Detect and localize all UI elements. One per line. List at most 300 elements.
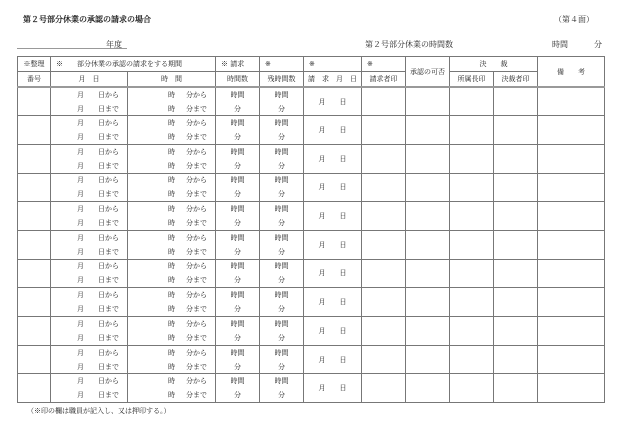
approval-cell[interactable] — [406, 144, 450, 173]
row-text: 分から — [186, 291, 207, 300]
row-text: 時 — [168, 190, 175, 199]
approval-cell[interactable] — [406, 288, 450, 317]
row-text: 分 — [234, 333, 241, 342]
remain-cell[interactable] — [260, 288, 304, 317]
row-text: 時 — [168, 333, 175, 342]
row-text: 時 — [168, 247, 175, 256]
time-cell[interactable] — [128, 259, 216, 288]
approver-seal-cell[interactable] — [494, 116, 538, 145]
row-text: 月 — [318, 298, 326, 307]
table-row — [18, 116, 605, 145]
requester-seal-cell[interactable] — [362, 230, 406, 259]
req-hours-cell[interactable] — [216, 116, 260, 145]
req-hours-cell[interactable] — [216, 230, 260, 259]
date-cell[interactable] — [51, 259, 128, 288]
header-req-hours: 時間数 — [216, 72, 260, 88]
req-date-cell[interactable] — [304, 173, 362, 202]
req-date-cell[interactable] — [304, 144, 362, 173]
row-text: 月 — [318, 97, 326, 106]
row-text: 分 — [234, 190, 241, 199]
row-text: 時間 — [230, 119, 245, 128]
header-seiri: ※整理 — [18, 57, 51, 72]
row-text: 分 — [234, 305, 241, 314]
row-text: 分から — [186, 262, 207, 271]
dept-head-seal-cell[interactable] — [450, 202, 494, 231]
approval-cell[interactable] — [406, 230, 450, 259]
req-date-cell[interactable] — [304, 374, 362, 403]
dept-head-seal-cell[interactable] — [450, 144, 494, 173]
req-hours-cell[interactable] — [216, 259, 260, 288]
header-month-day: 月 日 — [51, 72, 128, 88]
row-text: 日から — [98, 205, 119, 214]
row-text: 分まで — [186, 133, 207, 142]
row-text: 月 — [77, 119, 84, 128]
row-text: 分から — [186, 319, 207, 328]
time-cell[interactable] — [128, 230, 216, 259]
row-text: 時間 — [274, 262, 289, 271]
header-dept-head: 所属長印 — [450, 72, 494, 88]
time-cell[interactable] — [128, 345, 216, 374]
fiscal-year-label: 年度 — [106, 40, 122, 49]
row-text: 分まで — [186, 362, 207, 371]
row-text: 月 — [77, 291, 84, 300]
row-text: 月 — [318, 240, 326, 249]
req-date-cell[interactable] — [304, 87, 362, 116]
header-approval: 承認の可否 — [406, 57, 450, 88]
dept-head-seal-cell[interactable] — [450, 317, 494, 346]
requester-seal-cell[interactable] — [362, 116, 406, 145]
table-row — [18, 230, 605, 259]
row-text: 月 — [77, 247, 84, 256]
time-cell[interactable] — [128, 116, 216, 145]
header-requester: 請求者印 — [362, 72, 406, 88]
remarks-cell[interactable] — [538, 173, 605, 202]
seiri-cell[interactable] — [18, 288, 51, 317]
approval-cell[interactable] — [406, 345, 450, 374]
row-text: 分まで — [186, 391, 207, 400]
header-req-date: 請 求 月 日 — [304, 72, 362, 88]
row-text: 日から — [98, 119, 119, 128]
dept-head-seal-cell[interactable] — [450, 87, 494, 116]
row-text: 日から — [98, 262, 119, 271]
requester-seal-cell[interactable] — [362, 202, 406, 231]
remain-cell[interactable] — [260, 173, 304, 202]
row-text: 時間 — [274, 377, 289, 386]
row-text: 時 — [168, 205, 175, 214]
date-cell[interactable] — [51, 116, 128, 145]
requester-seal-cell[interactable] — [362, 374, 406, 403]
seiri-cell[interactable] — [18, 230, 51, 259]
remain-cell[interactable] — [260, 144, 304, 173]
requester-seal-cell[interactable] — [362, 173, 406, 202]
hours-unit: 時間 — [552, 40, 568, 49]
requester-seal-cell[interactable] — [362, 317, 406, 346]
row-text: 分 — [278, 391, 285, 400]
remain-cell[interactable] — [260, 116, 304, 145]
row-text: 時間 — [230, 90, 245, 99]
row-text: 分 — [278, 190, 285, 199]
approver-seal-cell[interactable] — [494, 144, 538, 173]
remarks-cell[interactable] — [538, 116, 605, 145]
row-text: 日 — [339, 326, 347, 335]
row-text: 時 — [168, 133, 175, 142]
table-row — [18, 317, 605, 346]
row-text: 時間 — [230, 205, 245, 214]
approval-cell[interactable] — [406, 116, 450, 145]
time-cell[interactable] — [128, 87, 216, 116]
date-cell[interactable] — [51, 288, 128, 317]
date-cell[interactable] — [51, 173, 128, 202]
row-text: 時 — [168, 104, 175, 113]
row-text: 日まで — [98, 333, 119, 342]
row-text: 時 — [168, 90, 175, 99]
header-remain: 残時間数 — [260, 72, 304, 88]
row-text: 月 — [77, 219, 84, 228]
time-cell[interactable] — [128, 317, 216, 346]
request-table — [17, 56, 605, 403]
requester-seal-cell[interactable] — [362, 345, 406, 374]
row-text: 日 — [339, 212, 347, 221]
row-text: 時間 — [274, 205, 289, 214]
row-text: 日まで — [98, 133, 119, 142]
row-text: 日まで — [98, 219, 119, 228]
header-mark: ※ — [260, 57, 304, 72]
remarks-cell[interactable] — [538, 317, 605, 346]
row-text: 月 — [77, 362, 84, 371]
approver-seal-cell[interactable] — [494, 288, 538, 317]
req-date-cell[interactable] — [304, 288, 362, 317]
row-text: 日まで — [98, 276, 119, 285]
req-hours-cell[interactable] — [216, 374, 260, 403]
row-text: 分 — [234, 247, 241, 256]
header-period: ※ 部分休業の承認の請求をする期間 — [51, 57, 216, 72]
seiri-cell[interactable] — [18, 345, 51, 374]
approval-cell[interactable] — [406, 173, 450, 202]
row-text: 時 — [168, 276, 175, 285]
dept-head-seal-cell[interactable] — [450, 116, 494, 145]
row-text: 月 — [77, 377, 84, 386]
time-cell[interactable] — [128, 288, 216, 317]
date-cell[interactable] — [51, 317, 128, 346]
table-row — [18, 259, 605, 288]
row-text: 分から — [186, 377, 207, 386]
row-text: 月 — [318, 183, 326, 192]
row-text: 時 — [168, 119, 175, 128]
header-approver: 決裁者印 — [494, 72, 538, 88]
row-text: 日から — [98, 291, 119, 300]
approval-cell[interactable] — [406, 259, 450, 288]
remain-cell[interactable] — [260, 230, 304, 259]
time-cell[interactable] — [128, 173, 216, 202]
row-text: 月 — [318, 355, 326, 364]
dept-head-seal-cell[interactable] — [450, 345, 494, 374]
row-text: 時間 — [274, 90, 289, 99]
remarks-cell[interactable] — [538, 144, 605, 173]
seiri-cell[interactable] — [18, 87, 51, 116]
row-text: 時間 — [230, 319, 245, 328]
dept-head-seal-cell[interactable] — [450, 230, 494, 259]
row-text: 分 — [278, 305, 285, 314]
row-text: 月 — [318, 326, 326, 335]
table-row — [18, 288, 605, 317]
table-row — [18, 173, 605, 202]
req-date-cell[interactable] — [304, 230, 362, 259]
row-text: 日から — [98, 90, 119, 99]
row-text: 分 — [278, 333, 285, 342]
requester-seal-cell[interactable] — [362, 144, 406, 173]
row-text: 時間 — [230, 262, 245, 271]
row-text: 時 — [168, 319, 175, 328]
row-text: 分 — [234, 133, 241, 142]
time-cell[interactable] — [128, 374, 216, 403]
header-mark: ※ — [304, 57, 362, 72]
approval-cell[interactable] — [406, 87, 450, 116]
approval-cell[interactable] — [406, 202, 450, 231]
row-text: 月 — [77, 133, 84, 142]
date-cell[interactable] — [51, 374, 128, 403]
seiri-cell[interactable] — [18, 317, 51, 346]
footnote: （※印の欄は職員が記入し、又は押印する。） — [27, 407, 171, 415]
row-text: 時 — [168, 391, 175, 400]
row-text: 月 — [77, 147, 84, 156]
seiri-cell[interactable] — [18, 173, 51, 202]
req-date-cell[interactable] — [304, 116, 362, 145]
row-text: 時間 — [230, 348, 245, 357]
header-req-mark: ※ 請求 — [216, 57, 260, 72]
seiri-cell[interactable] — [18, 259, 51, 288]
row-text: 時間 — [230, 291, 245, 300]
req-date-cell[interactable] — [304, 317, 362, 346]
remain-cell[interactable] — [260, 374, 304, 403]
page-number: （第４面） — [554, 15, 594, 24]
remain-cell[interactable] — [260, 202, 304, 231]
row-text: 月 — [77, 176, 84, 185]
row-text: 分から — [186, 233, 207, 242]
row-text: 日 — [339, 183, 347, 192]
date-cell[interactable] — [51, 144, 128, 173]
row-text: 分 — [278, 161, 285, 170]
approver-seal-cell[interactable] — [494, 202, 538, 231]
req-hours-cell[interactable] — [216, 345, 260, 374]
row-text: 時間 — [230, 233, 245, 242]
req-hours-cell[interactable] — [216, 87, 260, 116]
row-text: 時 — [168, 219, 175, 228]
row-text: 月 — [77, 190, 84, 199]
row-text: 分から — [186, 348, 207, 357]
approver-seal-cell[interactable] — [494, 374, 538, 403]
dept-head-seal-cell[interactable] — [450, 374, 494, 403]
approver-seal-cell[interactable] — [494, 173, 538, 202]
row-text: 月 — [77, 262, 84, 271]
time-cell[interactable] — [128, 144, 216, 173]
row-text: 日まで — [98, 247, 119, 256]
row-text: 時間 — [230, 147, 245, 156]
remarks-cell[interactable] — [538, 288, 605, 317]
req-hours-cell[interactable] — [216, 173, 260, 202]
row-text: 時 — [168, 262, 175, 271]
row-text: 月 — [77, 391, 84, 400]
row-text: 日 — [339, 240, 347, 249]
time-cell[interactable] — [128, 202, 216, 231]
approval-cell[interactable] — [406, 374, 450, 403]
row-text: 日 — [339, 298, 347, 307]
row-text: 時間 — [274, 233, 289, 242]
remarks-cell[interactable] — [538, 87, 605, 116]
row-text: 分から — [186, 119, 207, 128]
row-text: 分 — [278, 133, 285, 142]
row-text: 日 — [339, 384, 347, 393]
row-text: 日から — [98, 176, 119, 185]
table-row — [18, 87, 605, 116]
row-text: 時 — [168, 233, 175, 242]
row-text: 月 — [77, 205, 84, 214]
row-text: 時 — [168, 348, 175, 357]
row-text: 分 — [278, 219, 285, 228]
row-text: 月 — [318, 212, 326, 221]
row-text: 時間 — [274, 176, 289, 185]
req-date-cell[interactable] — [304, 202, 362, 231]
row-text: 時間 — [274, 348, 289, 357]
row-text: 月 — [318, 384, 326, 393]
row-text: 月 — [318, 269, 326, 278]
row-text: 分まで — [186, 104, 207, 113]
remain-cell[interactable] — [260, 317, 304, 346]
row-text: 分 — [278, 276, 285, 285]
hours-label: 第２号部分休業の時間数 — [365, 40, 453, 49]
row-text: 分まで — [186, 219, 207, 228]
row-text: 分から — [186, 147, 207, 156]
row-text: 日まで — [98, 104, 119, 113]
row-text: 日から — [98, 377, 119, 386]
row-text: 時間 — [230, 377, 245, 386]
row-text: 月 — [77, 104, 84, 113]
dept-head-seal-cell[interactable] — [450, 259, 494, 288]
row-text: 月 — [318, 126, 326, 135]
row-text: 時 — [168, 291, 175, 300]
row-text: 時間 — [274, 291, 289, 300]
header-time: 時 間 — [128, 72, 216, 88]
row-text: 日から — [98, 147, 119, 156]
table-row — [18, 345, 605, 374]
row-text: 時間 — [274, 319, 289, 328]
remain-cell[interactable] — [260, 345, 304, 374]
row-text: 分まで — [186, 333, 207, 342]
row-text: 日から — [98, 319, 119, 328]
seiri-cell[interactable] — [18, 144, 51, 173]
seiri-cell[interactable] — [18, 202, 51, 231]
row-text: 分 — [278, 362, 285, 371]
row-text: 分まで — [186, 190, 207, 199]
row-text: 月 — [77, 90, 84, 99]
row-text: 分から — [186, 90, 207, 99]
row-text: 時 — [168, 305, 175, 314]
row-text: 月 — [77, 333, 84, 342]
remarks-cell[interactable] — [538, 230, 605, 259]
row-text: 月 — [77, 348, 84, 357]
req-date-cell[interactable] — [304, 259, 362, 288]
approver-seal-cell[interactable] — [494, 87, 538, 116]
approver-seal-cell[interactable] — [494, 345, 538, 374]
row-text: 月 — [318, 154, 326, 163]
row-text: 日まで — [98, 190, 119, 199]
approver-seal-cell[interactable] — [494, 230, 538, 259]
row-text: 日まで — [98, 161, 119, 170]
req-hours-cell[interactable] — [216, 202, 260, 231]
row-text: 日から — [98, 348, 119, 357]
remarks-cell[interactable] — [538, 202, 605, 231]
requester-seal-cell[interactable] — [362, 288, 406, 317]
row-text: 分 — [234, 161, 241, 170]
date-cell[interactable] — [51, 202, 128, 231]
table-row — [18, 202, 605, 231]
seiri-cell[interactable] — [18, 374, 51, 403]
date-cell[interactable] — [51, 230, 128, 259]
row-text: 分 — [234, 391, 241, 400]
row-text: 時 — [168, 147, 175, 156]
req-hours-cell[interactable] — [216, 144, 260, 173]
remain-cell[interactable] — [260, 87, 304, 116]
row-text: 日から — [98, 233, 119, 242]
date-cell[interactable] — [51, 87, 128, 116]
header-remarks: 備 考 — [538, 57, 605, 88]
minutes-unit: 分 — [594, 40, 602, 49]
row-text: 月 — [77, 233, 84, 242]
seiri-cell[interactable] — [18, 116, 51, 145]
row-text: 分まで — [186, 305, 207, 314]
row-text: 分 — [234, 219, 241, 228]
row-text: 日まで — [98, 362, 119, 371]
row-text: 分 — [234, 276, 241, 285]
approver-seal-cell[interactable] — [494, 317, 538, 346]
row-text: 日 — [339, 355, 347, 364]
row-text: 日 — [339, 154, 347, 163]
header-mark: ※ — [362, 57, 406, 72]
approver-seal-cell[interactable] — [494, 259, 538, 288]
date-cell[interactable] — [51, 345, 128, 374]
row-text: 分 — [234, 104, 241, 113]
row-text: 分 — [234, 362, 241, 371]
row-text: 日まで — [98, 391, 119, 400]
row-text: 時 — [168, 176, 175, 185]
row-text: 分まで — [186, 276, 207, 285]
dept-head-seal-cell[interactable] — [450, 173, 494, 202]
row-text: 時 — [168, 377, 175, 386]
approval-cell[interactable] — [406, 317, 450, 346]
row-text: 時 — [168, 362, 175, 371]
table-row — [18, 374, 605, 403]
row-text: 日 — [339, 269, 347, 278]
header-bango: 番号 — [18, 72, 51, 88]
row-text: 分から — [186, 176, 207, 185]
remarks-cell[interactable] — [538, 259, 605, 288]
header-decision: 決 裁 — [450, 57, 538, 72]
requester-seal-cell[interactable] — [362, 259, 406, 288]
remarks-cell[interactable] — [538, 374, 605, 403]
req-hours-cell[interactable] — [216, 288, 260, 317]
row-text: 分から — [186, 205, 207, 214]
remarks-cell[interactable] — [538, 345, 605, 374]
requester-seal-cell[interactable] — [362, 87, 406, 116]
row-text: 時間 — [274, 147, 289, 156]
row-text: 分 — [278, 247, 285, 256]
row-text: 時 — [168, 161, 175, 170]
req-hours-cell[interactable] — [216, 317, 260, 346]
table-row — [18, 144, 605, 173]
row-text: 月 — [77, 319, 84, 328]
remain-cell[interactable] — [260, 259, 304, 288]
dept-head-seal-cell[interactable] — [450, 288, 494, 317]
req-date-cell[interactable] — [304, 345, 362, 374]
